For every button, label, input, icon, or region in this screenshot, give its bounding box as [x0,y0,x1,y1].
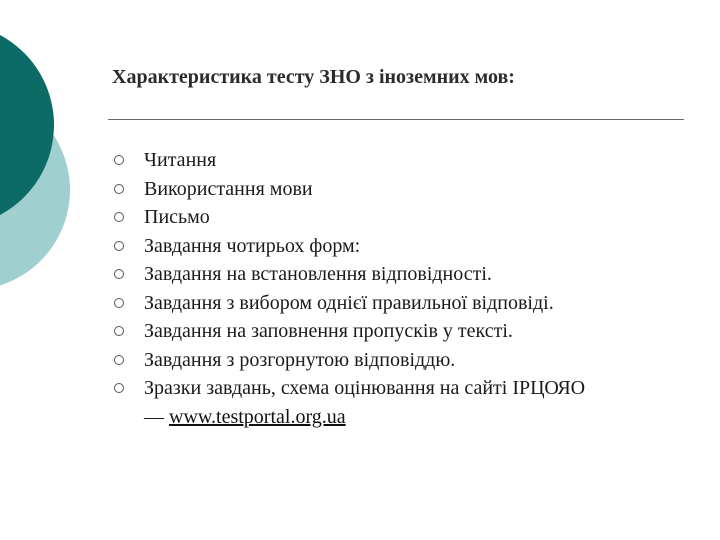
hollow-circle-icon [112,346,144,375]
bullet-list [112,146,692,431]
light-teal-circle [0,90,70,290]
list-item-text [144,374,692,431]
hollow-circle-icon [112,317,144,346]
hollow-circle-icon [112,260,144,289]
slide-title: Характеристика тесту ЗНО з іноземних мов: [112,66,515,88]
list-item [112,374,692,431]
decorative-circles [0,0,120,300]
list-item-text: Завдання з вибором однієї правильної відповіді. [144,291,554,314]
list-item-text: Завдання з розгорнутою відповіддю. [144,348,456,371]
testportal-link[interactable]: www.testportal.org.ua [169,405,346,428]
list-item [112,346,692,375]
title-divider [108,119,684,120]
list-item-text: Завдання на заповнення пропусків у тексті. [144,320,513,342]
hollow-circle-icon [112,146,144,175]
hollow-circle-icon [112,232,144,261]
dark-teal-circle [0,23,54,227]
list-item-text: Завдання на встановлення відповідності. [144,263,492,285]
hollow-circle-icon [112,203,144,232]
list-item [112,289,692,318]
hollow-circle-icon [112,175,144,204]
list-item [112,232,692,261]
list-item-text: Читання [144,149,217,171]
list-item [112,146,692,175]
list-item-text-main: Зразки завдань, схема оцінювання на сайті ІРЦОЯО [144,377,586,399]
list-item [112,317,692,346]
list-item-text: Використання мови [144,177,313,200]
list-item [112,175,692,204]
list-item-text: Завдання чотирьох форм: [144,234,361,257]
list-item-dash: — [144,405,169,428]
list-item [112,260,692,289]
hollow-circle-icon [112,289,144,318]
list-item [112,203,692,232]
list-item-text: Письмо [144,206,210,228]
hollow-circle-icon [112,374,144,403]
